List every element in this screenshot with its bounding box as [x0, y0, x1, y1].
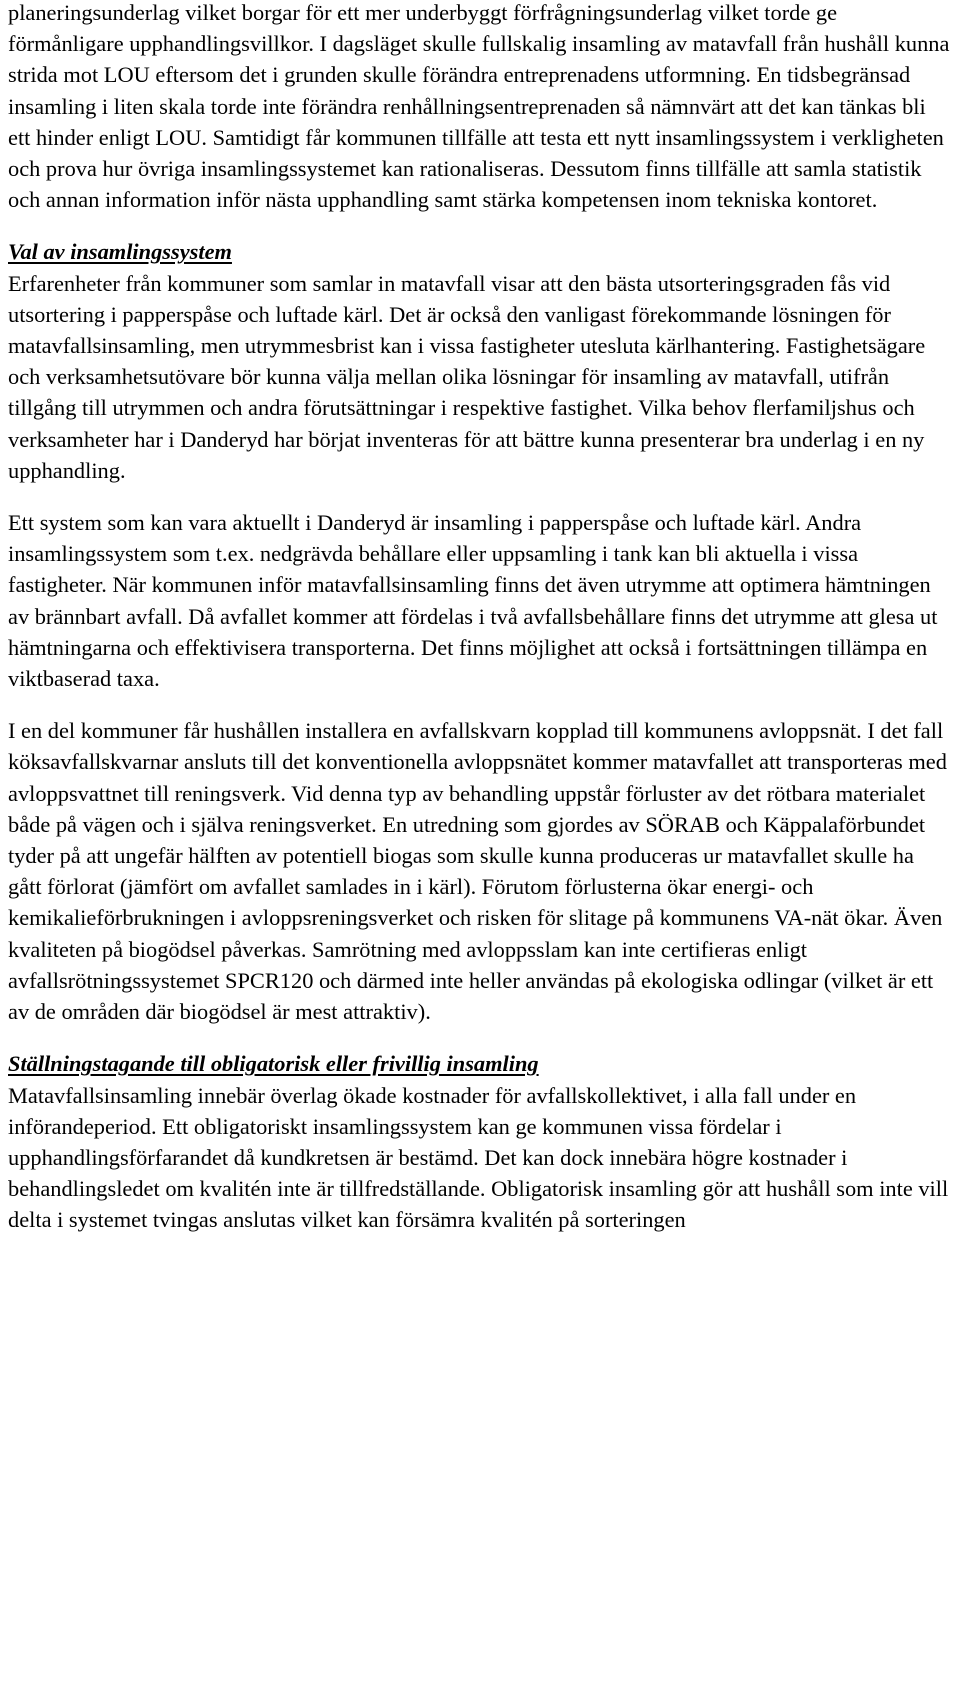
paragraph-erfarenheter: Erfarenheter från kommuner som samlar in matavfall visar att den bästa utsorteringsgraden fås vid utsortering i papperspåse och luftade kärl. Det är också den vanligast förekommande lösningen för matavfallsinsamling, men utrymmesbrist kan i vissa fastigheter utesluta kärlhantering. Fastighetsägare och verksamhetsutövare bör kunna välja mellan olika lösningar för insamling av matavfall, utifrån tillgång till utrymmen och andra förutsättningar i respektive fastighet. Vilka behov flerfamiljshus och verksamheter har i Danderyd har börjat inventeras för att bättre kunna presenterar bra underlag i en ny upphandling. [8, 270, 926, 483]
paragraph-intro: planeringsunderlag vilket borgar för ett mer underbyggt förfrågningsunderlag vilket torde ge förmånligare upphandlingsvillkor. I dagsläget skulle fullskalig insamling av matavfall från hushåll kunna strida mot LOU eftersom det i grunden skulle förändra entreprenadens utformning. En tidsbegränsad insamling i liten skala torde inte förändra renhållningsentreprenaden så nämnvärt att det kan tänkas bli ett hinder enligt LOU. Samtidigt får kommunen tillfälle att testa ett nytt insamlingssystem i verkligheten och prova hur övriga insamlingssystemet kan rationaliseras. Dessutom finns tillfälle att samla statistik och annan information inför nästa upphandling samt stärka kompetensen inom tekniska kontoret. [8, 0, 950, 213]
paragraph-avfallskvarn: I en del kommuner får hushållen installera en avfallskvarn kopplad till kommunens avloppsnät. I det fall köksavfallskvarnar ansluts till det konventionella avloppsnätet kommer matavfallet att transporteras med avloppsvattnet till reningsverk. Vid denna typ av behandling uppstår förluster av det rötbara materialet både på vägen och i själva reningsverket. En utredning som gjordes av SÖRAB och Käppalaförbundet tyder på att ungefär hälften av potentiell biogas som skulle kunna produceras ur matavfallet skulle ha gått förlorat (jämfört om avfallet samlades in i kärl). Förutom förlusterna ökar energi- och kemikalieförbrukningen i avloppsreningsverket och risken för slitage på kommunens VA-nät ökar. Även kvaliteten på biogödsel påverkas. Samrötning med avloppsslam kan inte certifieras enligt avfallsrötningssystemet SPCR120 och därmed inte heller användas på ekologiska odlingar (vilket är ett av de områden där biogödsel är mest attraktiv). [8, 718, 947, 1025]
section-heading-stallningstagande: Ställningstagande till obligatorisk eller frivillig insamling [8, 1051, 539, 1077]
section-heading-val-av-insamlingssystem: Val av insamlingssystem [8, 239, 232, 265]
paragraph-matavfallsinsamling: Matavfallsinsamling innebär överlag ökade kostnader för avfallskollektivet, i alla fall under en införandeperiod. Ett obligatoriskt insamlingssystem kan ge kommunen vissa fördelar i upphandlingsförfarandet då kundkretsen är bestämd. Det kan dock innebära högre kostnader i behandlingsledet om kvalitén inte är tillfredställande. Obligatorisk insamling gör att hushåll som inte vill delta i systemet tvingas anslutas vilket kan försämra kvalitén på sorteringen [8, 1082, 949, 1233]
paragraph-ett-system: Ett system som kan vara aktuellt i Danderyd är insamling i papperspåse och luftade kärl. Andra insamlingssystem som t.ex. nedgrävda behållare eller uppsamling i tank kan bli aktuella i vissa fastigheter. När kommunen inför matavfallsinsamling finns det även utrymme att optimera hämtningen av brännbart avfall. Då avfallet kommer att fördelas i två avfallsbehållare finns det utrymme att glesa ut hämtningarna och effektivisera transporterna. Det finns möjlighet att också i fortsättningen tillämpa en viktbaserad taxa. [8, 510, 938, 692]
